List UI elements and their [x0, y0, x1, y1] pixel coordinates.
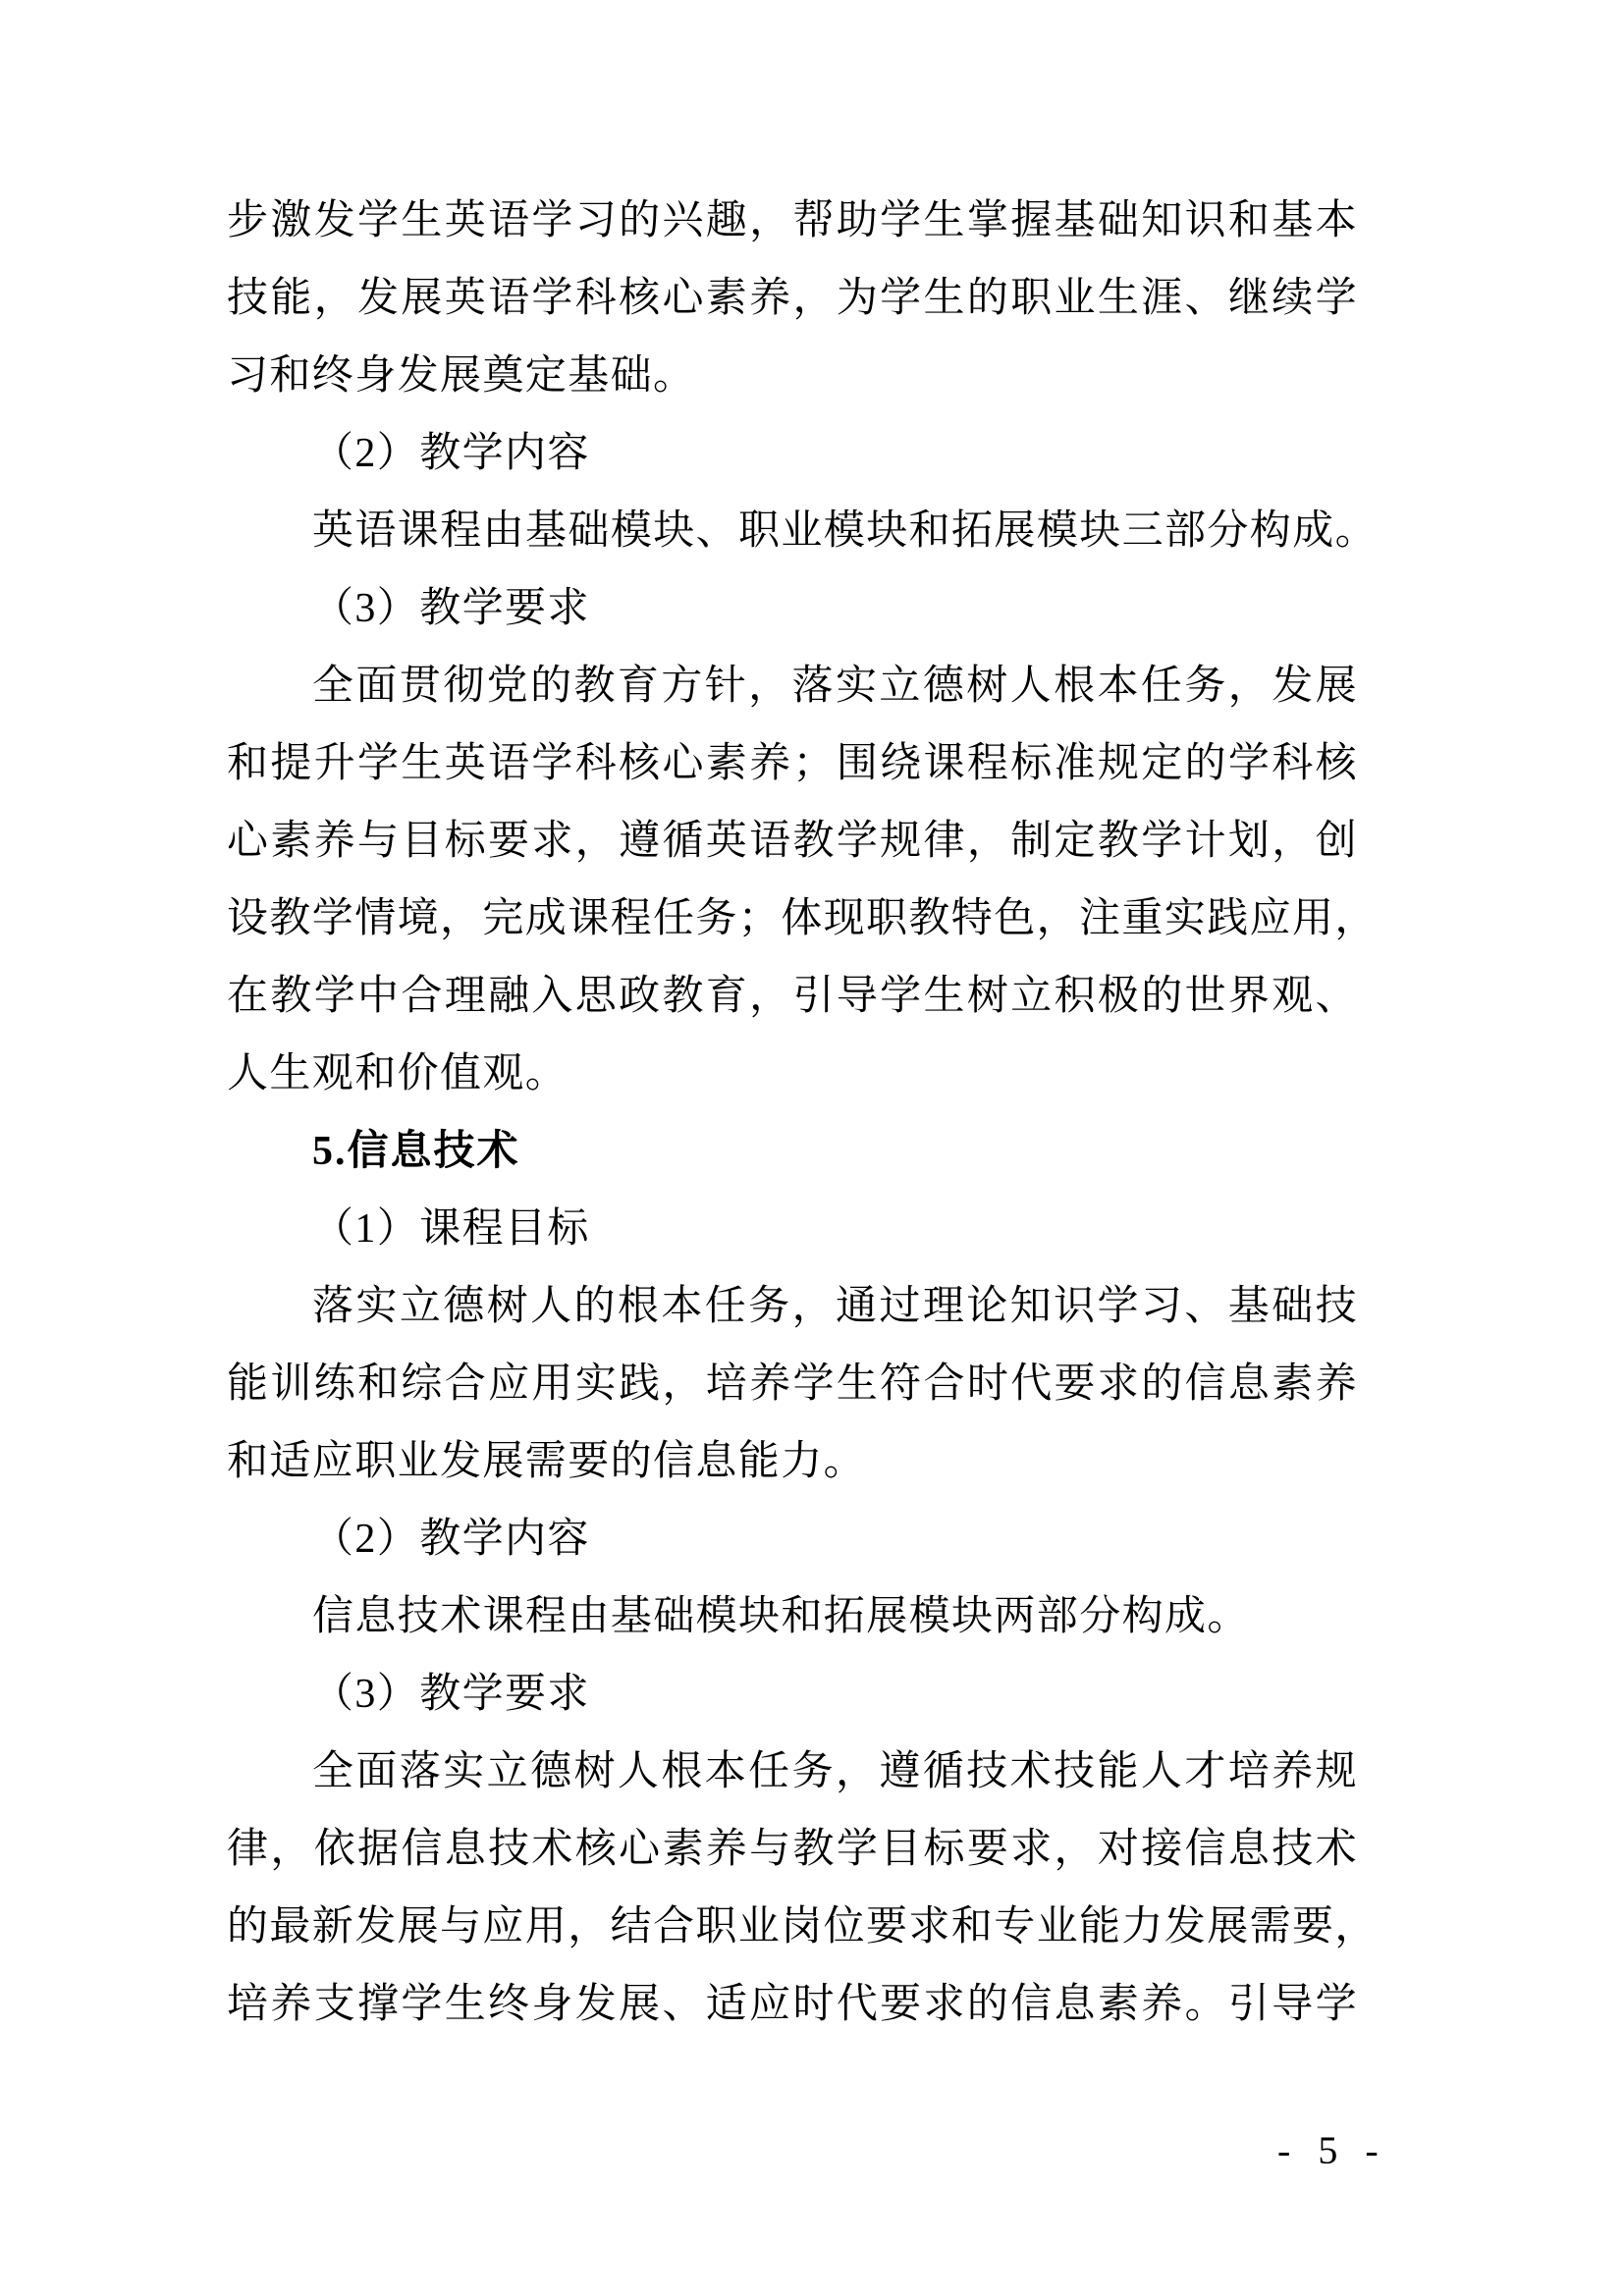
- document-body: [227, 183, 1379, 2044]
- page-number: - 5 -: [1277, 2128, 1387, 2172]
- body-line: 心素养与目标要求，遵循英语教学规律，制定教学计划，创: [227, 819, 1358, 864]
- body-line: 全面贯彻党的教育方针，落实立德树人根本任务，发展: [312, 664, 1358, 709]
- body-line: 和提升学生英语学科核心素养；围绕课程标准规定的学科核: [227, 741, 1358, 786]
- body-line: 落实立德树人的根本任务，通过理论知识学习、基础技: [312, 1284, 1358, 1329]
- body-line: 信息技术课程由基础模块和拓展模块两部分构成。: [312, 1594, 1250, 1639]
- body-line: 律，依据信息技术核心素养与教学目标要求，对接信息技术: [227, 1827, 1358, 1872]
- body-line: 和适应职业发展需要的信息能力。: [227, 1439, 867, 1484]
- body-line: 技能，发展英语学科核心素养，为学生的职业生涯、继续学: [227, 276, 1358, 321]
- body-line: 英语课程由基础模块、职业模块和拓展模块三部分构成。: [312, 508, 1379, 554]
- subheading-line: （2）教学内容: [312, 1517, 590, 1562]
- body-line: 设教学情境，完成课程任务；体现职教特色，注重实践应用，: [227, 896, 1378, 941]
- subheading-line: （1）课程目标: [312, 1206, 590, 1252]
- body-line: 培养支撑学生终身发展、适应时代要求的信息素养。引导学: [227, 1982, 1358, 2027]
- body-line: 能训练和综合应用实践，培养学生符合时代要求的信息素养: [227, 1362, 1358, 1407]
- body-line: 人生观和价值观。: [227, 1051, 568, 1096]
- body-line: 习和终身发展奠定基础。: [227, 353, 696, 399]
- body-line: 在教学中合理融入思政教育，引导学生树立积极的世界观、: [227, 974, 1358, 1019]
- body-line: 的最新发展与应用，结合职业岗位要求和专业能力发展需要，: [227, 1904, 1378, 1949]
- section-heading: 5.信息技术: [312, 1129, 520, 1174]
- subheading-line: （3）教学要求: [312, 1672, 590, 1717]
- body-line: 全面落实立德树人根本任务，遵循技术技能人才培养规: [312, 1749, 1358, 1794]
- body-line: 步激发学生英语学习的兴趣，帮助学生掌握基础知识和基本: [227, 198, 1358, 243]
- subheading-line: （3）教学要求: [312, 586, 590, 631]
- subheading-line: （2）教学内容: [312, 431, 590, 476]
